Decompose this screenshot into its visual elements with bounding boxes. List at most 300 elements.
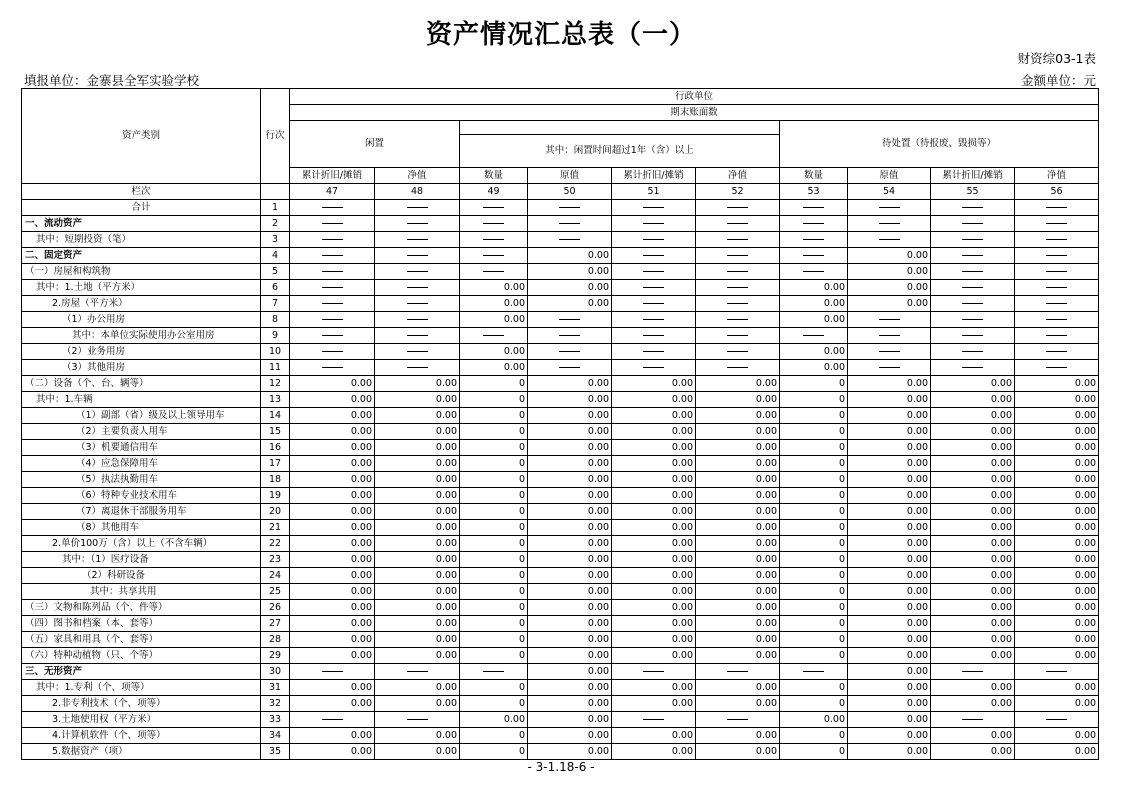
value-cell: 0.00 [1015, 568, 1099, 584]
asset-category-cell: （一）房屋和构筑物 [22, 264, 261, 280]
empty-value-dash [290, 328, 375, 344]
value-cell: 0.00 [612, 488, 696, 504]
dash-line [407, 719, 428, 720]
table-row [22, 344, 1099, 360]
table-row [22, 600, 1099, 616]
asset-category-cell: 其中：共享共用 [22, 584, 261, 600]
value-cell: 0.00 [290, 520, 375, 536]
dash-line [643, 271, 664, 272]
dash-line [1046, 671, 1067, 672]
value-cell: 0.00 [696, 456, 780, 472]
value-cell: 0.00 [528, 440, 612, 456]
empty-value-dash [1015, 200, 1099, 216]
table-row [22, 312, 1099, 328]
value-cell: 0.00 [612, 696, 696, 712]
empty-value-dash [780, 328, 848, 344]
value-cell: 0.00 [931, 440, 1015, 456]
value-cell: 0.00 [612, 424, 696, 440]
row-number-cell: 33 [261, 712, 290, 728]
dash-line [727, 271, 748, 272]
dash-line [962, 367, 983, 368]
value-cell: 0.00 [931, 424, 1015, 440]
value-cell: 0.00 [696, 376, 780, 392]
value-cell: 0 [780, 488, 848, 504]
value-cell: 0.00 [375, 440, 460, 456]
value-cell: 0.00 [375, 520, 460, 536]
asset-category-cell: （7）离退休干部服务用车 [22, 504, 261, 520]
empty-value-dash [931, 712, 1015, 728]
value-cell: 0.00 [696, 520, 780, 536]
value-cell: 0.00 [528, 744, 612, 760]
value-cell: 0.00 [528, 472, 612, 488]
value-cell: 0 [460, 472, 528, 488]
value-cell: 0.00 [696, 488, 780, 504]
row-number-cell: 13 [261, 392, 290, 408]
dash-line [962, 719, 983, 720]
header-pending-disposal: 待处置（待报废、毁损等） [780, 121, 1099, 168]
value-cell: 0.00 [528, 376, 612, 392]
value-cell: 0 [460, 584, 528, 600]
dash-line [962, 351, 983, 352]
dash-line [1046, 719, 1067, 720]
dash-line [1046, 207, 1067, 208]
asset-category-cell: 其中：1.专利（个、项等） [22, 680, 261, 696]
row-number-cell: 23 [261, 552, 290, 568]
value-cell: 0 [460, 680, 528, 696]
value-cell: 0.00 [375, 392, 460, 408]
value-cell: 0.00 [931, 472, 1015, 488]
column-number: 51 [612, 184, 696, 200]
value-cell: 0.00 [931, 456, 1015, 472]
value-cell: 0.00 [612, 552, 696, 568]
row-number-cell: 1 [261, 200, 290, 216]
value-cell: 0 [780, 600, 848, 616]
row-number-cell: 18 [261, 472, 290, 488]
row-number-cell: 21 [261, 520, 290, 536]
row-number-cell: 22 [261, 536, 290, 552]
table-row [22, 504, 1099, 520]
empty-value-dash [612, 280, 696, 296]
empty-value-dash [1015, 280, 1099, 296]
column-label: 原值 [528, 168, 612, 184]
empty-value-dash [612, 712, 696, 728]
empty-value-dash [375, 328, 460, 344]
dash-line [727, 671, 748, 672]
column-label: 净值 [375, 168, 460, 184]
dash-line [322, 351, 343, 352]
empty-value-dash [931, 328, 1015, 344]
empty-value-dash [780, 264, 848, 280]
value-cell: 0.00 [931, 680, 1015, 696]
value-cell: 0.00 [848, 648, 931, 664]
value-cell: 0 [780, 648, 848, 664]
value-cell: 0.00 [528, 520, 612, 536]
value-cell: 0.00 [848, 472, 931, 488]
dash-line [643, 303, 664, 304]
empty-value-dash [1015, 264, 1099, 280]
empty-value-dash [1015, 360, 1099, 376]
value-cell: 0.00 [290, 632, 375, 648]
dash-line [803, 223, 824, 224]
column-label: 净值 [696, 168, 780, 184]
table-row [22, 616, 1099, 632]
table-row [22, 520, 1099, 536]
value-cell: 0.00 [612, 440, 696, 456]
table-row [22, 376, 1099, 392]
dash-line [483, 255, 504, 256]
table-row [22, 280, 1099, 296]
dash-line [407, 271, 428, 272]
empty-value-dash [931, 360, 1015, 376]
empty-value-dash [1015, 664, 1099, 680]
empty-value-dash [696, 328, 780, 344]
column-label: 累计折旧/摊销 [290, 168, 375, 184]
dash-line [879, 239, 900, 240]
header-period-end: 期末账面数 [290, 105, 1099, 121]
dash-line [407, 207, 428, 208]
empty-value-dash [931, 344, 1015, 360]
empty-value-dash [696, 312, 780, 328]
value-cell: 0.00 [290, 456, 375, 472]
value-cell: 0.00 [848, 696, 931, 712]
value-cell: 0 [460, 536, 528, 552]
table-row [22, 648, 1099, 664]
empty-value-dash [290, 712, 375, 728]
asset-category-cell: （二）设备（个、台、辆等） [22, 376, 261, 392]
dash-line [1046, 335, 1067, 336]
empty-value-dash [460, 200, 528, 216]
dash-line [1046, 319, 1067, 320]
value-cell: 0.00 [1015, 600, 1099, 616]
value-cell: 0.00 [375, 728, 460, 744]
column-number: 48 [375, 184, 460, 200]
value-cell: 0.00 [612, 648, 696, 664]
dash-line [483, 223, 504, 224]
dash-line [407, 239, 428, 240]
dash-line [727, 287, 748, 288]
value-cell: 0.00 [290, 440, 375, 456]
value-cell: 0 [780, 456, 848, 472]
value-cell: 0.00 [375, 504, 460, 520]
value-cell: 0.00 [375, 408, 460, 424]
value-cell: 0 [460, 520, 528, 536]
table-row [22, 392, 1099, 408]
empty-value-dash [696, 216, 780, 232]
table-row [22, 664, 1099, 680]
value-cell: 0 [780, 536, 848, 552]
asset-category-cell: （6）特种专业技术用车 [22, 488, 261, 504]
value-cell: 0.00 [528, 616, 612, 632]
empty-value-dash [931, 280, 1015, 296]
value-cell: 0.00 [696, 648, 780, 664]
value-cell: 0 [780, 568, 848, 584]
dash-line [803, 255, 824, 256]
dash-line [1046, 367, 1067, 368]
empty-value-dash [848, 216, 931, 232]
row-number-cell: 24 [261, 568, 290, 584]
value-cell: 0.00 [931, 632, 1015, 648]
empty-value-dash [290, 232, 375, 248]
dash-line [322, 367, 343, 368]
value-cell: 0.00 [931, 536, 1015, 552]
dash-line [559, 207, 580, 208]
dash-line [559, 239, 580, 240]
table-row [22, 456, 1099, 472]
column-label: 数量 [780, 168, 848, 184]
value-cell: 0.00 [848, 616, 931, 632]
value-cell: 0.00 [848, 568, 931, 584]
value-cell: 0.00 [1015, 536, 1099, 552]
empty-value-dash [696, 232, 780, 248]
table-row [22, 568, 1099, 584]
empty-value-dash [612, 232, 696, 248]
row-number-cell: 28 [261, 632, 290, 648]
table-row [22, 680, 1099, 696]
empty-value-dash [931, 232, 1015, 248]
empty-value-dash [375, 360, 460, 376]
value-cell: 0.00 [696, 504, 780, 520]
value-cell: 0.00 [460, 344, 528, 360]
value-cell: 0.00 [696, 552, 780, 568]
column-number: 54 [848, 184, 931, 200]
value-cell: 0.00 [528, 584, 612, 600]
dash-line [322, 671, 343, 672]
dash-line [407, 223, 428, 224]
dash-line [483, 335, 504, 336]
empty-value-dash [612, 312, 696, 328]
empty-value-dash [780, 232, 848, 248]
value-cell: 0.00 [848, 376, 931, 392]
value-cell: 0 [460, 376, 528, 392]
value-cell: 0 [460, 648, 528, 664]
empty-value-dash [1015, 232, 1099, 248]
dash-line [559, 367, 580, 368]
row-number-cell: 12 [261, 376, 290, 392]
value-cell: 0.00 [612, 568, 696, 584]
value-cell: 0.00 [848, 744, 931, 760]
asset-category-cell: 其中：本单位实际使用办公室用房 [22, 328, 261, 344]
asset-category-cell: （2）主要负责人用车 [22, 424, 261, 440]
empty-value-dash [460, 664, 528, 680]
empty-value-dash [848, 232, 931, 248]
dash-line [727, 719, 748, 720]
header-idle: 闲置 [290, 121, 460, 168]
value-cell: 0.00 [780, 360, 848, 376]
table-row [22, 216, 1099, 232]
asset-category-cell: 2.房屋（平方米） [22, 296, 261, 312]
value-cell: 0.00 [528, 600, 612, 616]
value-cell: 0 [780, 440, 848, 456]
dash-line [962, 287, 983, 288]
value-cell: 0.00 [612, 536, 696, 552]
value-cell: 0.00 [1015, 392, 1099, 408]
value-cell: 0 [460, 600, 528, 616]
table-row [22, 328, 1099, 344]
column-number: 53 [780, 184, 848, 200]
dash-line [322, 271, 343, 272]
value-cell: 0.00 [1015, 408, 1099, 424]
asset-category-cell: （三）文物和陈列品（个、件等） [22, 600, 261, 616]
asset-category-cell: 2.非专利技术（个、项等） [22, 696, 261, 712]
empty-value-dash [1015, 296, 1099, 312]
value-cell: 0.00 [696, 392, 780, 408]
value-cell: 0.00 [528, 488, 612, 504]
empty-value-dash [460, 328, 528, 344]
value-cell: 0.00 [612, 584, 696, 600]
asset-category-cell: 三、无形资产 [22, 664, 261, 680]
value-cell: 0.00 [1015, 488, 1099, 504]
value-cell: 0.00 [290, 648, 375, 664]
value-cell: 0.00 [931, 520, 1015, 536]
value-cell: 0.00 [528, 712, 612, 728]
value-cell: 0.00 [290, 744, 375, 760]
value-cell: 0.00 [528, 456, 612, 472]
value-cell: 0 [780, 472, 848, 488]
value-cell: 0.00 [780, 712, 848, 728]
empty-value-dash [528, 232, 612, 248]
value-cell: 0.00 [848, 456, 931, 472]
column-label: 数量 [460, 168, 528, 184]
value-cell: 0.00 [696, 408, 780, 424]
empty-value-dash [612, 664, 696, 680]
value-cell: 0 [460, 408, 528, 424]
value-cell: 0.00 [848, 392, 931, 408]
value-cell: 0.00 [931, 696, 1015, 712]
value-cell: 0 [460, 744, 528, 760]
empty-value-dash [780, 248, 848, 264]
value-cell: 0 [460, 632, 528, 648]
value-cell: 0.00 [375, 744, 460, 760]
value-cell: 0 [780, 504, 848, 520]
table-row [22, 472, 1099, 488]
dash-line [407, 367, 428, 368]
dash-line [407, 255, 428, 256]
value-cell: 0.00 [528, 536, 612, 552]
value-cell: 0.00 [528, 648, 612, 664]
value-cell: 0.00 [375, 632, 460, 648]
dash-line [643, 223, 664, 224]
table-row [22, 440, 1099, 456]
empty-value-dash [290, 248, 375, 264]
dash-line [727, 335, 748, 336]
value-cell: 0.00 [612, 520, 696, 536]
value-cell: 0.00 [780, 280, 848, 296]
value-cell: 0.00 [1015, 728, 1099, 744]
row-number-cell: 6 [261, 280, 290, 296]
row-number-cell: 16 [261, 440, 290, 456]
empty-value-dash [696, 664, 780, 680]
empty-value-dash [290, 216, 375, 232]
value-cell: 0.00 [528, 632, 612, 648]
value-cell: 0.00 [696, 680, 780, 696]
dash-line [803, 207, 824, 208]
amount-unit: 金额单位：元 [1020, 73, 1096, 88]
value-cell: 0.00 [290, 552, 375, 568]
empty-value-dash [612, 216, 696, 232]
empty-value-dash [780, 216, 848, 232]
dash-line [962, 335, 983, 336]
value-cell: 0 [460, 424, 528, 440]
dash-line [727, 223, 748, 224]
asset-category-cell: （四）图书和档案（本、套等） [22, 616, 261, 632]
value-cell: 0.00 [931, 488, 1015, 504]
reporting-unit: 填报单位：金寨县全军实验学校 [24, 73, 200, 88]
table-row [22, 248, 1099, 264]
asset-category-cell: 二、固定资产 [22, 248, 261, 264]
value-cell: 0.00 [696, 696, 780, 712]
empty-value-dash [696, 344, 780, 360]
column-number: 55 [931, 184, 1015, 200]
table-row [22, 264, 1099, 280]
empty-value-dash [931, 216, 1015, 232]
dash-line [322, 719, 343, 720]
dash-line [962, 255, 983, 256]
empty-value-dash [931, 312, 1015, 328]
empty-value-dash [460, 248, 528, 264]
value-cell: 0.00 [931, 600, 1015, 616]
value-cell: 0.00 [528, 552, 612, 568]
asset-summary-table [21, 88, 1099, 760]
asset-category-cell: （3）机要通信用车 [22, 440, 261, 456]
dash-line [803, 239, 824, 240]
dash-line [322, 255, 343, 256]
empty-value-dash [375, 664, 460, 680]
value-cell: 0.00 [1015, 424, 1099, 440]
dash-line [322, 319, 343, 320]
dash-line [407, 671, 428, 672]
value-cell: 0.00 [696, 536, 780, 552]
value-cell: 0.00 [1015, 376, 1099, 392]
empty-value-dash [1015, 328, 1099, 344]
asset-category-cell: （2）业务用房 [22, 344, 261, 360]
empty-value-dash [375, 312, 460, 328]
value-cell: 0.00 [528, 424, 612, 440]
value-cell: 0.00 [780, 312, 848, 328]
value-cell: 0.00 [1015, 584, 1099, 600]
dash-line [1046, 287, 1067, 288]
empty-value-dash [931, 664, 1015, 680]
value-cell: 0.00 [612, 376, 696, 392]
header-asset-category: 资产类别 [22, 89, 261, 184]
value-cell: 0 [780, 424, 848, 440]
value-cell: 0.00 [1015, 680, 1099, 696]
value-cell: 0.00 [612, 632, 696, 648]
dash-line [803, 271, 824, 272]
value-cell: 0.00 [1015, 440, 1099, 456]
table-row [22, 232, 1099, 248]
empty-value-dash [375, 264, 460, 280]
value-cell: 0.00 [696, 632, 780, 648]
dash-line [1046, 271, 1067, 272]
column-number: 47 [290, 184, 375, 200]
empty-value-dash [1015, 712, 1099, 728]
value-cell: 0.00 [528, 296, 612, 312]
empty-value-dash [612, 360, 696, 376]
dash-line [727, 207, 748, 208]
dash-line [962, 239, 983, 240]
value-cell: 0.00 [848, 520, 931, 536]
value-cell: 0.00 [375, 472, 460, 488]
dash-line [1046, 223, 1067, 224]
empty-value-dash [290, 200, 375, 216]
column-label: 累计折旧/摊销 [931, 168, 1015, 184]
empty-value-dash [931, 200, 1015, 216]
empty-value-dash [780, 200, 848, 216]
dash-line [1046, 255, 1067, 256]
empty-value-dash [375, 296, 460, 312]
table-row [22, 744, 1099, 760]
dash-line [643, 351, 664, 352]
